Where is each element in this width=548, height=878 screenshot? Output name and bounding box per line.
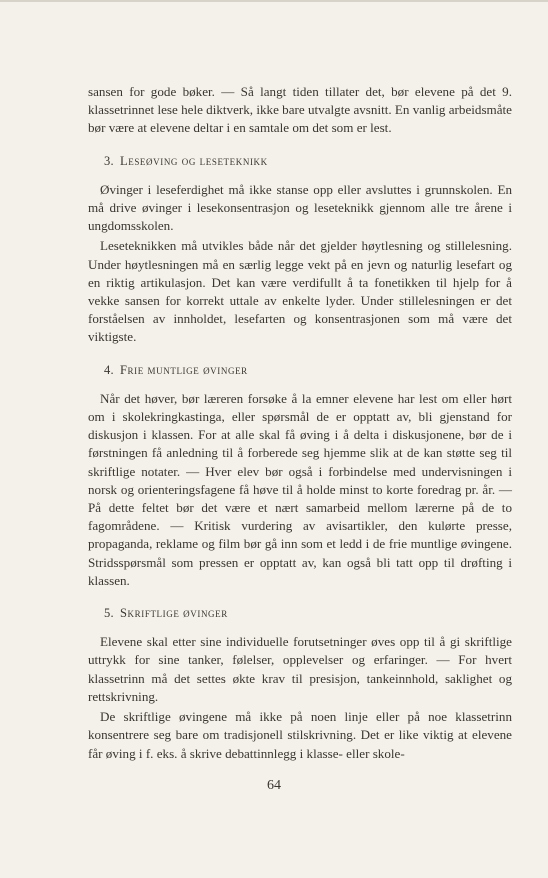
section-paragraph: Øvinger i leseferdighet må ikke stanse opp eller avsluttes i grunnskolen. En må drive øvinger i lesekonsentrasjon og leseteknikk gjennom alle tre årene i ungdomsskolen. <box>88 181 512 234</box>
section-title: Frie muntlige øvinger <box>119 362 248 377</box>
opening-paragraph: sansen for gode bøker. — Så langt tiden tillater det, bør elevene på det 9. klassetrinnet lese hele diktverk, ikke bare utvalgte avsnitt. En vanlig arbeidsmåte bør være at elevene deltar i en samtale om det som er lest. <box>88 84 512 136</box>
section-paragraph: Elevene skal etter sine individuelle forutsetninger øves opp til å gi skriftlige uttrykk for sine tanker, følelser, opplevelser og erfaringer. — For hvert klassetrinn må det settes økte krav til presisjon, tankeinnhold, saklighet og rettskrivning. <box>88 634 512 704</box>
section-3 <box>88 152 512 347</box>
section-heading <box>104 604 512 622</box>
top-edge-line <box>0 0 548 2</box>
section-4 <box>88 361 512 590</box>
section-title: Skriftlige øvinger <box>119 606 228 621</box>
section-paragraph: Når det høver, bør læreren forsøke å la emner elevene har lest om eller hørt om i skolekringkastinga, eller spørsmål de er opptatt av, bli gjenstand for diskusjon i klassen. For at alle skal få øving i å delta i diskusjonene, bør de i førstningen få anledning til å forberede seg hjemme slik at de kan støtte seg til skriftlige notater. — Hver elev bør også i forbindelse med undervisningen i norsk og orienteringsfagene få høve til å holde minst to korte foredrag pr. år. — På dette feltet bør det være et nært samarbeid mellom lærerne på de to fagområdene. — Kritisk vurdering av avisartikler, den kulørte presse, propaganda, reklame og film bør gå inn som et ledd i de frie muntlige øvingene. Stridsspørsmål som pressen er opptatt av, kan også bli tatt opp til drøfting i klassen. <box>88 390 512 588</box>
page-body <box>88 83 512 763</box>
section-paragraph: Leseteknikken må utvikles både når det gjelder høytlesning og stillelesning. Under høytlesningen må en særlig legge vekt på en jevn og naturlig lesefart og en riktig artikulasjon. Det kan være verdifullt å ta fonetikken til hjelp for å vekke sansen for korrekt uttale av enkelte lyder. Under stillelesningen er det forståelsen av innholdet, lesefarten og konsentrasjonen som må være det viktigste. <box>88 238 512 345</box>
section-number: 4. <box>104 362 114 377</box>
section-title: Leseøving og leseteknikk <box>119 153 268 168</box>
section-heading <box>104 361 512 379</box>
section-number: 3. <box>104 153 114 168</box>
section-heading <box>104 152 512 170</box>
section-number: 5. <box>104 606 114 621</box>
page-number: 64 <box>267 778 281 793</box>
section-5 <box>88 604 512 763</box>
section-paragraph: De skriftlige øvingene må ikke på noen linje eller på noe klassetrinn konsentrere seg bare om tradisjonell stilskrivning. Det er like viktig at elevene får øving i f. eks. å skrive debattinnlegg i klasse- eller skole- <box>88 709 512 761</box>
